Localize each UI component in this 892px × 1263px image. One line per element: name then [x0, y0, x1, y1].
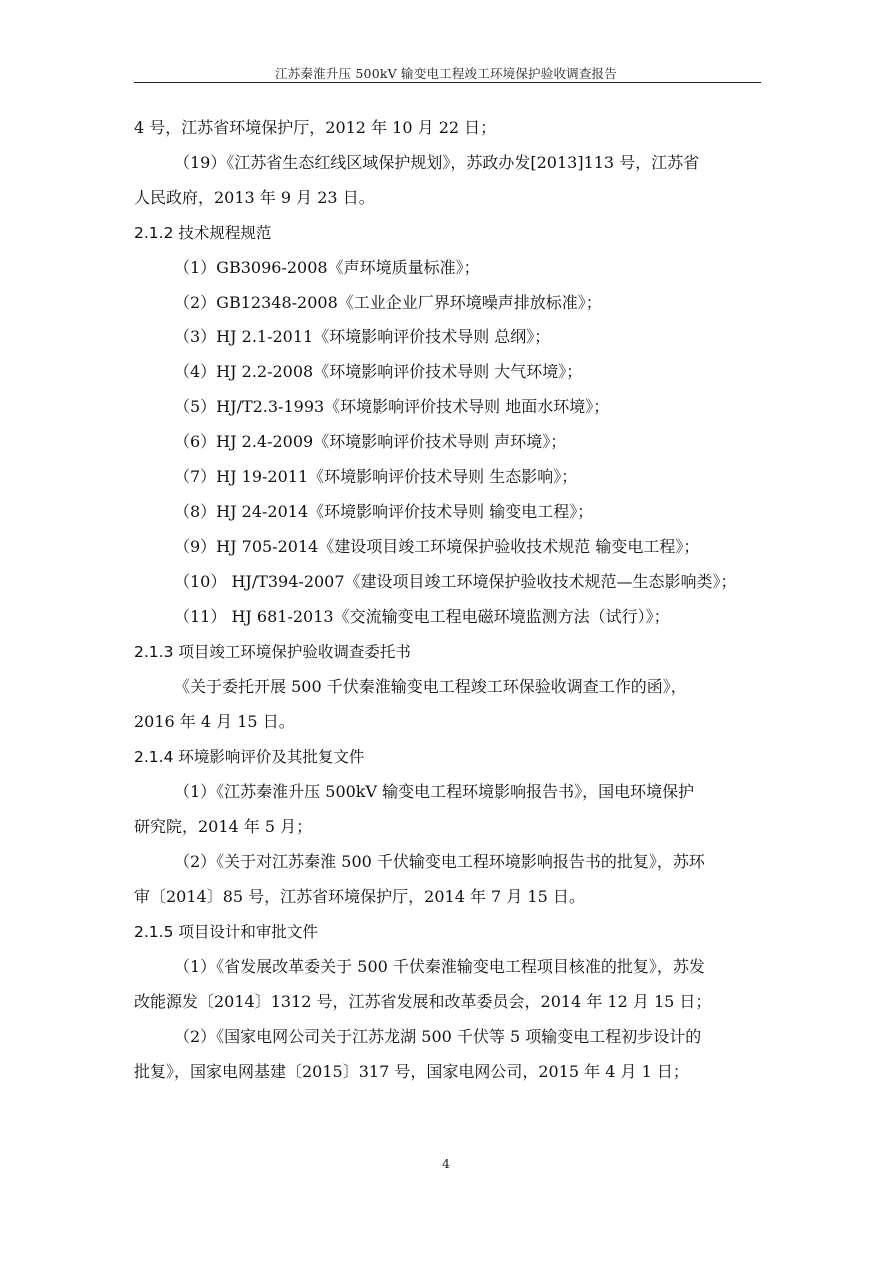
list-item: （1）GB3096-2008《声环境质量标准》； — [174, 258, 480, 277]
section-heading: 2.1.5 项目设计和审批文件 — [134, 923, 318, 941]
text-line: 研究院，2014 年 5 月； — [134, 817, 313, 836]
text-line: 人民政府，2013 年 9 月 23 日。 — [134, 188, 375, 207]
list-item: （5）HJ/T2.3-1993《环境影响评价技术导则 地面水环境》； — [174, 397, 610, 416]
list-item: （9）HJ 705-2014《建设项目竣工环境保护验收技术规范 输变电工程》； — [174, 537, 700, 556]
section-heading: 2.1.3 项目竣工环境保护验收调查委托书 — [134, 643, 411, 661]
text-line: 审〔2014〕85 号，江苏省环境保护厅，2014 年 7 月 15 日。 — [134, 887, 585, 906]
list-item: （2）《关于对江苏秦淮 500 千伏输变电工程环境影响报告书的批复》，苏环 — [174, 852, 705, 871]
list-item: （10） HJ/T394-2007《建设项目竣工环境保护验收技术规范—生态影响类》； — [174, 572, 737, 591]
section-heading: 2.1.2 技术规程规范 — [134, 224, 272, 242]
list-item: （2）《国家电网公司关于江苏龙湖 500 千伏等 5 项输变电工程初步设计的 — [174, 1027, 702, 1046]
page-number: 4 — [442, 1156, 450, 1171]
text-line: 4 号，江苏省环境保护厅，2012 年 10 月 22 日； — [134, 118, 497, 137]
header-rule — [134, 82, 761, 83]
text-line: 批复》，国家电网基建〔2015〕317 号，国家电网公司，2015 年 4 月 1 日； — [134, 1062, 689, 1081]
list-item: （8）HJ 24-2014《环境影响评价技术导则 输变电工程》； — [174, 502, 594, 521]
text-line: 《关于委托开展 500 千伏秦淮输变电工程竣工环保验收调查工作的函》， — [174, 677, 687, 696]
list-item: （11） HJ 681-2013《交流输变电工程电磁环境监测方法（试行）》； — [174, 607, 670, 626]
list-item: （4）HJ 2.2-2008《环境影响评价技术导则 大气环境》； — [174, 362, 583, 381]
list-item: （1）《江苏秦淮升压 500kV 输变电工程环境影响报告书》，国电环境保护 — [174, 782, 695, 801]
running-header: 江苏秦淮升压 500kV 输变电工程竣工环境保护验收调查报告 — [275, 66, 617, 81]
text-line: 改能源发〔2014〕1312 号，江苏省发展和改革委员会，2014 年 12 月 15 日； — [134, 992, 712, 1011]
list-item: （2）GB12348-2008《工业企业厂界环境噪声排放标准》； — [174, 293, 602, 312]
text-line: （19）《江苏省生态红线区域保护规划》，苏政办发[2013]113 号，江苏省 — [174, 153, 700, 172]
list-item: （6）HJ 2.4-2009《环境影响评价技术导则 声环境》； — [174, 432, 567, 451]
list-item: （3）HJ 2.1-2011《环境影响评价技术导则 总纲》； — [174, 327, 551, 346]
list-item: （1）《省发展改革委关于 500 千伏秦淮输变电工程项目核准的批复》，苏发 — [174, 957, 705, 976]
text-line: 2016 年 4 月 15 日。 — [134, 712, 295, 731]
list-item: （7）HJ 19-2011《环境影响评价技术导则 生态影响》； — [174, 467, 578, 486]
section-heading: 2.1.4 环境影响评价及其批复文件 — [134, 748, 365, 766]
